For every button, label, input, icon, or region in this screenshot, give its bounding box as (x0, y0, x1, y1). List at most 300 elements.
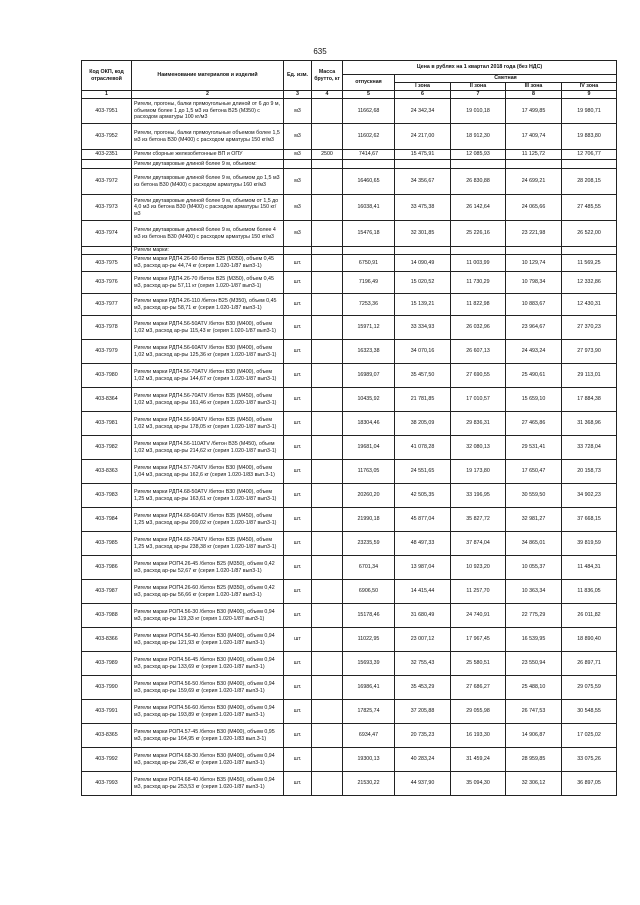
row-unit: шт. (284, 294, 312, 316)
row-name: Ригели марки РОП4.26-60 /бетон В25 (М350), объем 0,42 м3, расход ар-ры 56,66 кг (серия 1.020-1/87 вып3-1) (132, 580, 284, 604)
row-zone-3-price: 23 550,94 (506, 652, 562, 676)
row-unit (284, 247, 312, 255)
row-zone-1-price: 35 453,29 (395, 676, 451, 700)
table-row (82, 255, 617, 272)
row-zone-3-price: 17 409,74 (506, 124, 562, 150)
row-unit: шт. (284, 340, 312, 364)
row-unit: м3 (284, 195, 312, 221)
row-code: 403-7952 (82, 124, 132, 150)
column-index: 8 (506, 91, 562, 99)
row-code: 403-2351 (82, 150, 132, 160)
row-release-price: 19681,04 (343, 436, 395, 460)
row-zone-1-price: 38 205,09 (395, 412, 451, 436)
row-zone-2-price: 26 142,64 (451, 195, 506, 221)
row-zone-2-price: 19 010,18 (451, 99, 506, 124)
row-mass (312, 508, 343, 532)
table-row (82, 221, 617, 247)
row-zone-1-price: 42 505,35 (395, 484, 451, 508)
header-zone-2: II зона (451, 83, 506, 91)
row-zone-2-price: 32 080,13 (451, 436, 506, 460)
row-code: 403-7990 (82, 676, 132, 700)
row-name: Ригели двутавровые длиной более 9 м, объемом: (132, 160, 284, 169)
row-code: 403-7989 (82, 652, 132, 676)
header-unit: Ед. изм. (284, 61, 312, 91)
row-code (82, 160, 132, 169)
table-row (82, 772, 617, 796)
row-name: Ригели марки РОП4.57-45 /бетон В30 (М400), объем 0,95 м3, расход ар-ры 164,95 кг (серия 1.020-1/83 вып.3-1) (132, 724, 284, 748)
row-zone-1-price: 44 937,90 (395, 772, 451, 796)
row-release-price (343, 160, 395, 169)
row-zone-3-price: 16 539,95 (506, 628, 562, 652)
column-index: 2 (132, 91, 284, 99)
row-release-price: 7253,36 (343, 294, 395, 316)
column-index: 3 (284, 91, 312, 99)
row-zone-4-price: 27 485,55 (562, 195, 617, 221)
header-mass: Масса брутто, кг (312, 61, 343, 91)
row-mass (312, 340, 343, 364)
header-zone-1: I зона (395, 83, 451, 91)
table-row (82, 150, 617, 160)
row-zone-1-price: 21 781,85 (395, 388, 451, 412)
row-zone-3-price: 28 959,85 (506, 748, 562, 772)
row-unit: шт. (284, 460, 312, 484)
row-mass (312, 272, 343, 294)
row-zone-3-price: 15 659,10 (506, 388, 562, 412)
row-unit: шт. (284, 255, 312, 272)
row-code: 403-7975 (82, 255, 132, 272)
header-price-title: Цена в рублях на 1 квартал 2018 года (без НДС) (343, 61, 617, 75)
row-mass (312, 676, 343, 700)
table-row (82, 412, 617, 436)
row-code: 403-7973 (82, 195, 132, 221)
row-name: Ригели марки РДП4.57-70АТV /бетон В30 (М400), объем 1,04 м3, расход ар-ры 162,6 кг (серия 1.020-1/83 вып.3-1) (132, 460, 284, 484)
row-zone-3-price: 25 488,10 (506, 676, 562, 700)
row-zone-2-price: 26 607,13 (451, 340, 506, 364)
row-code: 403-7985 (82, 532, 132, 556)
table-row (82, 169, 617, 195)
row-release-price: 15476,18 (343, 221, 395, 247)
row-zone-3-price: 27 465,86 (506, 412, 562, 436)
row-zone-1-price: 23 007,12 (395, 628, 451, 652)
row-zone-1-price: 24 342,34 (395, 99, 451, 124)
row-unit: шт. (284, 604, 312, 628)
row-zone-1-price: 32 301,85 (395, 221, 451, 247)
table-header (82, 61, 617, 99)
row-zone-2-price: 19 173,80 (451, 460, 506, 484)
column-index: 1 (82, 91, 132, 99)
row-release-price (343, 247, 395, 255)
row-mass (312, 169, 343, 195)
row-zone-2-price: 18 912,30 (451, 124, 506, 150)
row-release-price: 15178,46 (343, 604, 395, 628)
row-mass (312, 700, 343, 724)
row-zone-2-price: 26 032,96 (451, 316, 506, 340)
column-index: 6 (395, 91, 451, 99)
row-release-price: 23235,59 (343, 532, 395, 556)
row-zone-2-price: 11 003,99 (451, 255, 506, 272)
row-code: 403-7977 (82, 294, 132, 316)
row-zone-4-price: 39 819,59 (562, 532, 617, 556)
header-zone-3: III зона (506, 83, 562, 91)
table-row (82, 388, 617, 412)
row-zone-3-price: 26 747,53 (506, 700, 562, 724)
row-unit: шт. (284, 676, 312, 700)
row-unit: шт. (284, 556, 312, 580)
row-zone-4-price: 30 548,55 (562, 700, 617, 724)
row-mass (312, 124, 343, 150)
row-zone-4-price: 12 430,31 (562, 294, 617, 316)
row-name: Ригели марки РОП4.56-50 /бетон В30 (М400), объем 0,94 м3, расход ар-ры 159,69 кг (серия 1.020-1/87 вып3-1) (132, 676, 284, 700)
row-unit: м3 (284, 150, 312, 160)
row-code: 403-8366 (82, 628, 132, 652)
row-zone-2-price: 35 094,30 (451, 772, 506, 796)
row-code: 403-7982 (82, 436, 132, 460)
table-row (82, 364, 617, 388)
row-unit: шт. (284, 580, 312, 604)
row-code: 403-8365 (82, 724, 132, 748)
row-zone-3-price: 10 129,74 (506, 255, 562, 272)
table-row (82, 724, 617, 748)
row-release-price: 16460,65 (343, 169, 395, 195)
row-zone-4-price: 31 368,96 (562, 412, 617, 436)
table-row (82, 652, 617, 676)
row-zone-1-price: 15 020,52 (395, 272, 451, 294)
row-mass (312, 484, 343, 508)
row-release-price: 19300,13 (343, 748, 395, 772)
row-zone-1-price: 15 139,21 (395, 294, 451, 316)
row-mass: 2500 (312, 150, 343, 160)
row-zone-3-price: 10 055,37 (506, 556, 562, 580)
row-name: Ригели марки РДП4.56-70АТV /бетон В30 (М400), объем 1,02 м3, расход ар-ры 144,67 кг (серия 1.020-1/87 вып3-1) (132, 364, 284, 388)
table-row (82, 700, 617, 724)
row-zone-4-price: 33 728,04 (562, 436, 617, 460)
table-group-row (82, 160, 617, 169)
row-zone-4-price: 33 075,26 (562, 748, 617, 772)
row-code: 403-7983 (82, 484, 132, 508)
row-release-price: 7414,67 (343, 150, 395, 160)
column-index: 9 (562, 91, 617, 99)
row-zone-4-price: 19 883,80 (562, 124, 617, 150)
row-unit: шт. (284, 724, 312, 748)
row-zone-3-price: 32 981,27 (506, 508, 562, 532)
row-release-price: 16986,41 (343, 676, 395, 700)
header-release: отпускная (343, 75, 395, 91)
row-name: Ригели марки РДП4.26-70 /бетон В25 (М350), объем 0,45 м3, расход ар-ры 57,11 кг (серия 1.020-1/87 вып3-1) (132, 272, 284, 294)
row-zone-3-price: 29 531,41 (506, 436, 562, 460)
table-row (82, 580, 617, 604)
row-mass (312, 316, 343, 340)
row-release-price: 6750,91 (343, 255, 395, 272)
row-zone-4-price: 37 668,15 (562, 508, 617, 532)
row-zone-3-price: 14 906,87 (506, 724, 562, 748)
row-release-price: 16323,38 (343, 340, 395, 364)
row-name: Ригели марки РОП4.26-45 /бетон В25 (М350), объем 0,42 м3, расход ар-ры 52,67 кг (серия 1.020-1/87 вып3-1) (132, 556, 284, 580)
row-zone-3-price (506, 160, 562, 169)
row-mass (312, 255, 343, 272)
row-release-price: 6701,34 (343, 556, 395, 580)
row-release-price: 20260,20 (343, 484, 395, 508)
page-number: 635 (313, 47, 327, 56)
row-zone-2-price: 29 836,31 (451, 412, 506, 436)
row-code: 403-7974 (82, 221, 132, 247)
row-zone-2-price: 27 686,27 (451, 676, 506, 700)
row-zone-4-price: 20 158,73 (562, 460, 617, 484)
row-zone-1-price: 40 283,24 (395, 748, 451, 772)
row-zone-3-price: 10 798,34 (506, 272, 562, 294)
row-zone-3-price: 10 883,67 (506, 294, 562, 316)
row-name: Ригели марки РОП4.56-60 /бетон В30 (М400), объем 0,94 м3, расход ар-ры 193,89 кг (серия 1.020-1/87 вып3-1) (132, 700, 284, 724)
row-mass (312, 652, 343, 676)
row-unit: м3 (284, 221, 312, 247)
table-row (82, 628, 617, 652)
row-zone-4-price: 19 980,71 (562, 99, 617, 124)
row-unit (284, 160, 312, 169)
row-release-price: 16038,41 (343, 195, 395, 221)
row-name: Ригели двутавровые длиной более 9 м, объемом более 4 м3 из бетона В30 (М400) с расходом арматуры 150 кг/м3 (132, 221, 284, 247)
row-unit: шт. (284, 412, 312, 436)
row-code: 403-7993 (82, 772, 132, 796)
row-code: 403-8363 (82, 460, 132, 484)
row-name: Ригели марки РДП4.56-60АТV /бетон В30 (М400), объем 1,02 м3, расход ар-ры 125,36 кг (серия 1.020-1/87 вып3-1) (132, 340, 284, 364)
price-table (81, 60, 617, 796)
row-name: Ригели марки РОП4.56-30 /бетон В30 (М400), объем 0,94 м3, расход ар-ры 119,33 кг (серия 1.020-1/87 вып3-1) (132, 604, 284, 628)
row-unit: шт. (284, 748, 312, 772)
row-release-price: 6934,47 (343, 724, 395, 748)
row-zone-2-price: 26 830,88 (451, 169, 506, 195)
header-estimate: Сметная (395, 75, 617, 83)
row-zone-4-price: 27 973,90 (562, 340, 617, 364)
row-name: Ригели марки: (132, 247, 284, 255)
table-row (82, 436, 617, 460)
row-release-price: 18304,46 (343, 412, 395, 436)
row-zone-1-price: 37 205,88 (395, 700, 451, 724)
row-mass (312, 247, 343, 255)
row-code: 403-7992 (82, 748, 132, 772)
row-zone-3-price: 24 065,66 (506, 195, 562, 221)
row-name: Ригели марки РДП4.56-90АТV /бетон В35 (М450), объем 1,02 м3, расход ар-ры 178,05 кг (серия 1.020-1/87 вып3-1) (132, 412, 284, 436)
row-zone-1-price: 34 356,67 (395, 169, 451, 195)
row-mass (312, 195, 343, 221)
row-name: Ригели марки РДП4.56-70АТV /бетон В35 (М450), объем 1,02 м3, расход ар-ры 161,46 кг (серия 1.020-1/87 вып3-1) (132, 388, 284, 412)
table-row (82, 460, 617, 484)
row-zone-4-price: 17 884,38 (562, 388, 617, 412)
row-zone-4-price: 12 332,86 (562, 272, 617, 294)
header-zone-4: IV зона (562, 83, 617, 91)
row-zone-1-price: 20 735,23 (395, 724, 451, 748)
row-zone-2-price: 17 967,45 (451, 628, 506, 652)
row-code: 403-7987 (82, 580, 132, 604)
row-zone-2-price: 25 226,16 (451, 221, 506, 247)
row-zone-2-price: 10 923,20 (451, 556, 506, 580)
row-unit: шт. (284, 700, 312, 724)
row-unit: шт. (284, 316, 312, 340)
row-mass (312, 772, 343, 796)
row-zone-2-price: 29 055,98 (451, 700, 506, 724)
row-code: 403-7979 (82, 340, 132, 364)
row-zone-4-price: 26 011,82 (562, 604, 617, 628)
row-unit: м3 (284, 99, 312, 124)
row-code: 403-7988 (82, 604, 132, 628)
table-row (82, 676, 617, 700)
row-name: Ригели двутавровые длиной более 9 м, объемом от 1,5 до 4,0 м3 из бетона В30 (М400) с расходом арматуры 150 кг/м3 (132, 195, 284, 221)
row-name: Ригели, прогоны, балки прямоугольные объемом более 1,5 м3 из бетона В30 (М400) с расходом арматуры 150 кг/м3 (132, 124, 284, 150)
column-index: 4 (312, 91, 343, 99)
row-zone-1-price: 24 217,00 (395, 124, 451, 150)
row-unit: м3 (284, 169, 312, 195)
row-name: Ригели марки РОП4.68-30 /бетон В30 (М400), объем 0,94 м3, расход ар-ры 236,42 кг (серия 1.020-1/87 вып3-1) (132, 748, 284, 772)
row-zone-3-price: 24 493,24 (506, 340, 562, 364)
row-mass (312, 748, 343, 772)
row-zone-1-price: 13 987,04 (395, 556, 451, 580)
row-unit: шт. (284, 436, 312, 460)
row-mass (312, 294, 343, 316)
row-zone-4-price: 11 569,25 (562, 255, 617, 272)
row-code: 403-7978 (82, 316, 132, 340)
table-row (82, 508, 617, 532)
row-zone-2-price: 12 085,93 (451, 150, 506, 160)
row-zone-1-price: 41 078,28 (395, 436, 451, 460)
table-row (82, 195, 617, 221)
row-release-price: 21530,22 (343, 772, 395, 796)
column-index-row (82, 91, 617, 99)
row-zone-4-price: 12 706,77 (562, 150, 617, 160)
row-zone-4-price: 11 484,31 (562, 556, 617, 580)
row-zone-3-price: 17 650,47 (506, 460, 562, 484)
row-zone-3-price: 22 775,29 (506, 604, 562, 628)
row-mass (312, 556, 343, 580)
row-zone-1-price (395, 247, 451, 255)
header-name: Наименование материалов и изделий (132, 61, 284, 91)
column-index: 7 (451, 91, 506, 99)
row-zone-2-price: 31 459,24 (451, 748, 506, 772)
row-zone-1-price: 14 090,49 (395, 255, 451, 272)
row-mass (312, 364, 343, 388)
row-mass (312, 724, 343, 748)
column-index: 5 (343, 91, 395, 99)
row-zone-2-price: 33 196,95 (451, 484, 506, 508)
table-row (82, 532, 617, 556)
row-mass (312, 580, 343, 604)
row-zone-4-price: 27 370,23 (562, 316, 617, 340)
row-name: Ригели марки РДП4.68-60АТV /бетон В35 (М450), объем 1,25 м3, расход ар-ры 209,02 кг (серия 1.020-1/87 вып3-1) (132, 508, 284, 532)
row-name: Ригели марки РДП4.68-70АТV /бетон В35 (М450), объем 1,25 м3, расход ар-ры 238,38 кг (серия 1.020-1/87 вып3-1) (132, 532, 284, 556)
table-body (82, 99, 617, 796)
row-mass (312, 460, 343, 484)
row-release-price: 10435,92 (343, 388, 395, 412)
table-group-row (82, 247, 617, 255)
row-mass (312, 99, 343, 124)
table-row (82, 316, 617, 340)
table-row (82, 272, 617, 294)
row-zone-2-price: 16 193,30 (451, 724, 506, 748)
row-zone-1-price: 33 475,38 (395, 195, 451, 221)
row-release-price: 11022,95 (343, 628, 395, 652)
row-unit: шт. (284, 484, 312, 508)
row-name: Ригели марки РДП4.26-60 /бетон В25 (М350), объем 0,45 м3, расход ар-ры 44,74 кг (серия 1.020-1/87 вып3-1) (132, 255, 284, 272)
row-release-price: 11602,62 (343, 124, 395, 150)
row-zone-1-price: 15 475,91 (395, 150, 451, 160)
row-zone-3-price: 24 699,21 (506, 169, 562, 195)
table-row (82, 99, 617, 124)
row-zone-2-price (451, 160, 506, 169)
row-zone-2-price: 25 580,51 (451, 652, 506, 676)
row-zone-4-price: 28 208,15 (562, 169, 617, 195)
row-unit: шт. (284, 652, 312, 676)
row-mass (312, 604, 343, 628)
row-unit: шт. (284, 772, 312, 796)
row-release-price: 16989,07 (343, 364, 395, 388)
row-name: Ригели сборные железобетонные ВП и ОПУ (132, 150, 284, 160)
row-release-price: 11763,05 (343, 460, 395, 484)
row-release-price: 11662,68 (343, 99, 395, 124)
row-name: Ригели марки РОП4.56-45 /бетон В30 (М400), объем 0,94 м3, расход ар-ры 133,69 кг (серия 1.020-1/87 вып3-1) (132, 652, 284, 676)
row-zone-3-price: 17 499,85 (506, 99, 562, 124)
row-name: Ригели марки РОП4.68-40 /бетон В35 (М450), объем 0,94 м3, расход ар-ры 253,53 кг (серия 1.020-1/87 вып3-1) (132, 772, 284, 796)
row-unit: шт. (284, 364, 312, 388)
row-zone-2-price: 37 874,04 (451, 532, 506, 556)
row-code: 403-7984 (82, 508, 132, 532)
row-zone-1-price: 32 755,43 (395, 652, 451, 676)
row-zone-4-price: 26 897,71 (562, 652, 617, 676)
row-name: Ригели марки РДП4.68-50АТV /бетон В30 (М400), объем 1,25 м3, расход ар-ры 163,61 кг (серия 1.020-1/87 вып3-1) (132, 484, 284, 508)
row-mass (312, 628, 343, 652)
row-mass (312, 436, 343, 460)
row-zone-3-price: 23 964,67 (506, 316, 562, 340)
row-mass (312, 532, 343, 556)
row-zone-3-price: 10 363,34 (506, 580, 562, 604)
row-zone-1-price: 24 551,65 (395, 460, 451, 484)
row-mass (312, 388, 343, 412)
table-row (82, 556, 617, 580)
row-unit: м3 (284, 124, 312, 150)
row-code: 403-7991 (82, 700, 132, 724)
row-zone-3-price: 30 559,50 (506, 484, 562, 508)
row-zone-4-price: 29 075,59 (562, 676, 617, 700)
row-release-price: 7196,49 (343, 272, 395, 294)
row-unit: шт. (284, 388, 312, 412)
row-unit: шт. (284, 532, 312, 556)
row-code: 403-7980 (82, 364, 132, 388)
row-zone-4-price: 26 522,00 (562, 221, 617, 247)
row-zone-2-price: 27 690,55 (451, 364, 506, 388)
row-release-price: 21990,18 (343, 508, 395, 532)
row-code: 403-7986 (82, 556, 132, 580)
row-unit: шт (284, 628, 312, 652)
row-zone-2-price: 35 827,72 (451, 508, 506, 532)
row-name: Ригели марки РДП4.56-50АТV /бетон В30 (М400), объем 1,02 м3, расход ар-ры 115,43 кг (серия 1.020-1/87 вып3-1) (132, 316, 284, 340)
table-row (82, 604, 617, 628)
row-zone-4-price: 34 902,23 (562, 484, 617, 508)
row-zone-3-price: 25 490,61 (506, 364, 562, 388)
row-zone-4-price: 11 836,05 (562, 580, 617, 604)
row-zone-1-price: 35 457,50 (395, 364, 451, 388)
row-zone-3-price: 11 125,72 (506, 150, 562, 160)
row-zone-4-price (562, 160, 617, 169)
row-zone-2-price (451, 247, 506, 255)
row-release-price: 6906,50 (343, 580, 395, 604)
row-code: 403-7972 (82, 169, 132, 195)
table-row (82, 340, 617, 364)
row-zone-1-price: 45 877,04 (395, 508, 451, 532)
table-row (82, 484, 617, 508)
row-zone-1-price: 48 497,33 (395, 532, 451, 556)
row-name: Ригели, прогоны, балки прямоугольные длиной от 6 до 9 м, объемом более 1 до 1,5 м3 из бетона В25 (М350) с расходом арматуры 100 кг/м3 (132, 99, 284, 124)
header-code: Код ОКП, код отраслевой (82, 61, 132, 91)
row-zone-1-price: 31 680,49 (395, 604, 451, 628)
row-zone-4-price: 18 890,40 (562, 628, 617, 652)
row-zone-1-price (395, 160, 451, 169)
table-row (82, 294, 617, 316)
